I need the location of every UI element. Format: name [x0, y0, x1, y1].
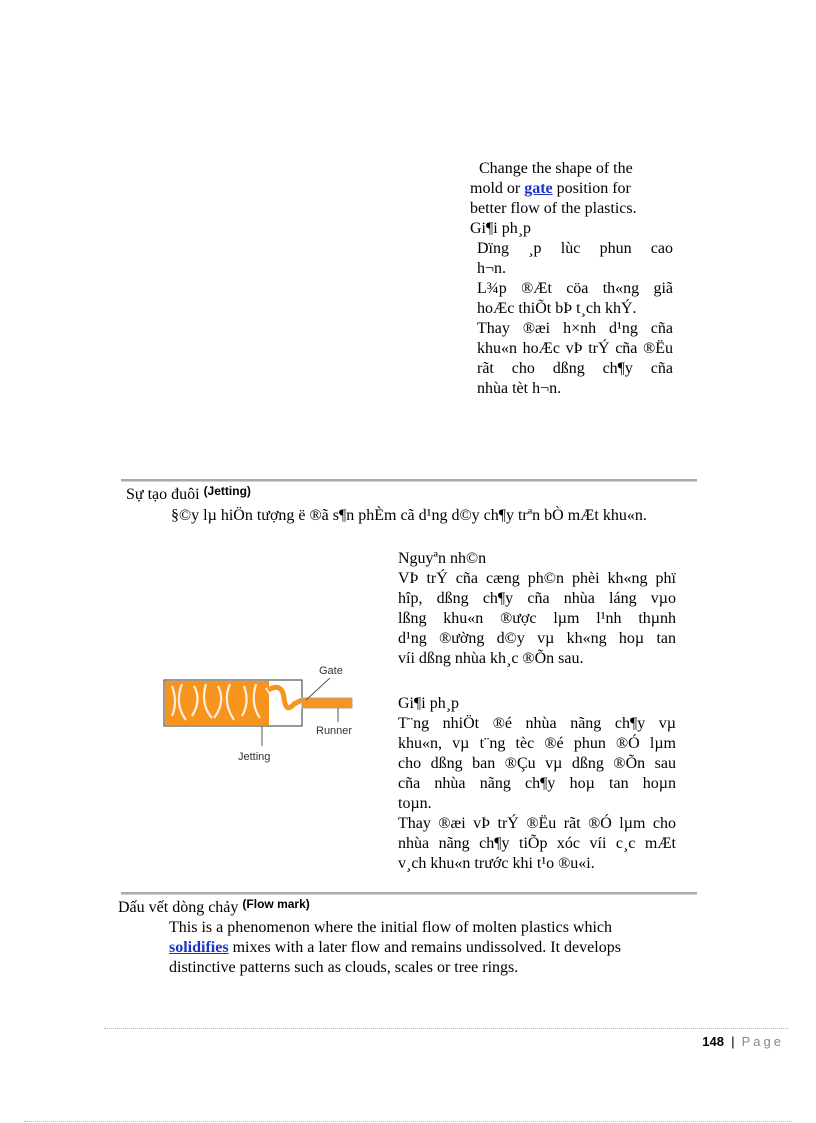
cause-line: VÞ trÝ cña cæng ph©n phèi kh«ng phï [398, 570, 676, 587]
item-line: khu«n hoÆc vÞ trÝ cña ®Ëu [477, 340, 673, 357]
top-english-text [470, 159, 690, 239]
runner-label: Runner [316, 725, 353, 737]
page-bottom-edge [24, 1121, 792, 1122]
footer-separator: | [730, 1034, 735, 1049]
solution-line: T¨ng nhiÖt ®é nhùa nãng ch¶y vµ [398, 715, 676, 732]
flow-line-3: distinctive patterns such as clouds, scales or tree rings. [169, 959, 519, 976]
cause-line: lßng khu«n ®ược lµm l¹nh thµnh [398, 610, 676, 627]
solution-line: Thay ®æi vÞ trÝ ®Ëu rãt ®Ó lµm cho [398, 815, 676, 832]
jetting-label: Jetting [238, 751, 271, 763]
top-solution-label: Gi¶i ph¸p [470, 220, 532, 237]
item-line: L¾p ®Æt cöa th«ng giã [477, 280, 673, 297]
flow-mark-heading [118, 899, 310, 917]
item-line: nhùa tèt h¬n. [477, 380, 562, 397]
flow-mark-paragraph [169, 918, 709, 978]
solution-line: cho dßng ban ®Çu vµ dßng ®Õn sau [398, 755, 676, 772]
flow-line-1: This is a phenomenon where the initial flow of molten plastics which [169, 919, 613, 936]
top-line-2-post: position for [552, 180, 631, 197]
solution-line: khu«n, vµ t¨ng tèc ®é phun ®Ó lµm [398, 735, 676, 752]
item-line: h¬n. [477, 260, 507, 277]
top-line-2 [470, 179, 690, 199]
section-divider [121, 479, 697, 482]
solution-line: nhùa nãng ch¶y tiÕp xóc víi c¸c mÆt [398, 835, 676, 852]
footer-page-info [702, 1033, 784, 1051]
jetting-heading-en: (Jetting) [203, 484, 251, 498]
top-solution-item [477, 319, 673, 399]
top-solution-item [477, 279, 673, 319]
runner-bar [302, 698, 352, 708]
gate-pointer [306, 678, 330, 700]
flow-line-2-post: mixes with a later flow and remains undissolved. It develops [228, 939, 621, 956]
cause-line: hîp, dßng ch¶y cña nhùa láng vµo [398, 590, 676, 607]
flow-mark-heading-vn: Dấu vết dòng chảy [118, 899, 239, 916]
jetting-cause [398, 549, 676, 669]
item-line: hoÆc thiÕt bÞ t¸ch khÝ. [477, 300, 637, 317]
item-line: Dïng ¸p lùc phun cao [477, 240, 673, 257]
section-divider [121, 892, 697, 895]
solidifies-link[interactable]: solidifies [169, 939, 229, 956]
solution-line: v¸ch khu«n trước khi t¹o ®u«i. [398, 855, 595, 872]
solution-line: cña nhùa nãng ch¶y hoµ tan hoµn [398, 775, 676, 792]
cause-line: d¹ng ®ường d©y vµ kh«ng hoµ tan [398, 630, 676, 647]
flow-line-2 [169, 938, 709, 958]
top-line-2-pre: mold or [470, 180, 525, 197]
jetting-heading [126, 486, 251, 504]
page-number: 148 [702, 1034, 724, 1049]
solution-line: toµn. [398, 795, 432, 812]
flow-mark-heading-en: (Flow mark) [242, 897, 310, 911]
gate-label: Gate [319, 665, 343, 677]
item-line: Thay ®æi h×nh d¹ng cña [477, 320, 673, 337]
cause-label: Nguyªn nh©n [398, 550, 487, 567]
gate-link[interactable]: gate [524, 180, 553, 197]
item-line: rãt cho dßng ch¶y cña [477, 360, 673, 377]
top-solution-list [477, 239, 673, 399]
jetting-solution-label: Gi¶i ph¸p [398, 695, 460, 712]
page-word: Page [741, 1034, 784, 1049]
jetting-heading-vn: Sự tạo đuôi [126, 486, 200, 503]
top-line-1: Change the shape of the [479, 160, 633, 177]
jetting-description: §©y lµ hiÖn tượng ë ®ã s¶n phÈm cã d¹ng d©y ch¶y trªn bÒ mÆt khu«n. [171, 507, 647, 524]
footer-divider [104, 1028, 788, 1029]
top-solution-item [477, 239, 673, 279]
jetting-figure [158, 660, 368, 770]
top-line-3: better flow of the plastics. [470, 200, 637, 217]
cause-line: víi dßng nhùa kh¸c ®Õn sau. [398, 650, 584, 667]
jetting-solution [398, 694, 676, 874]
